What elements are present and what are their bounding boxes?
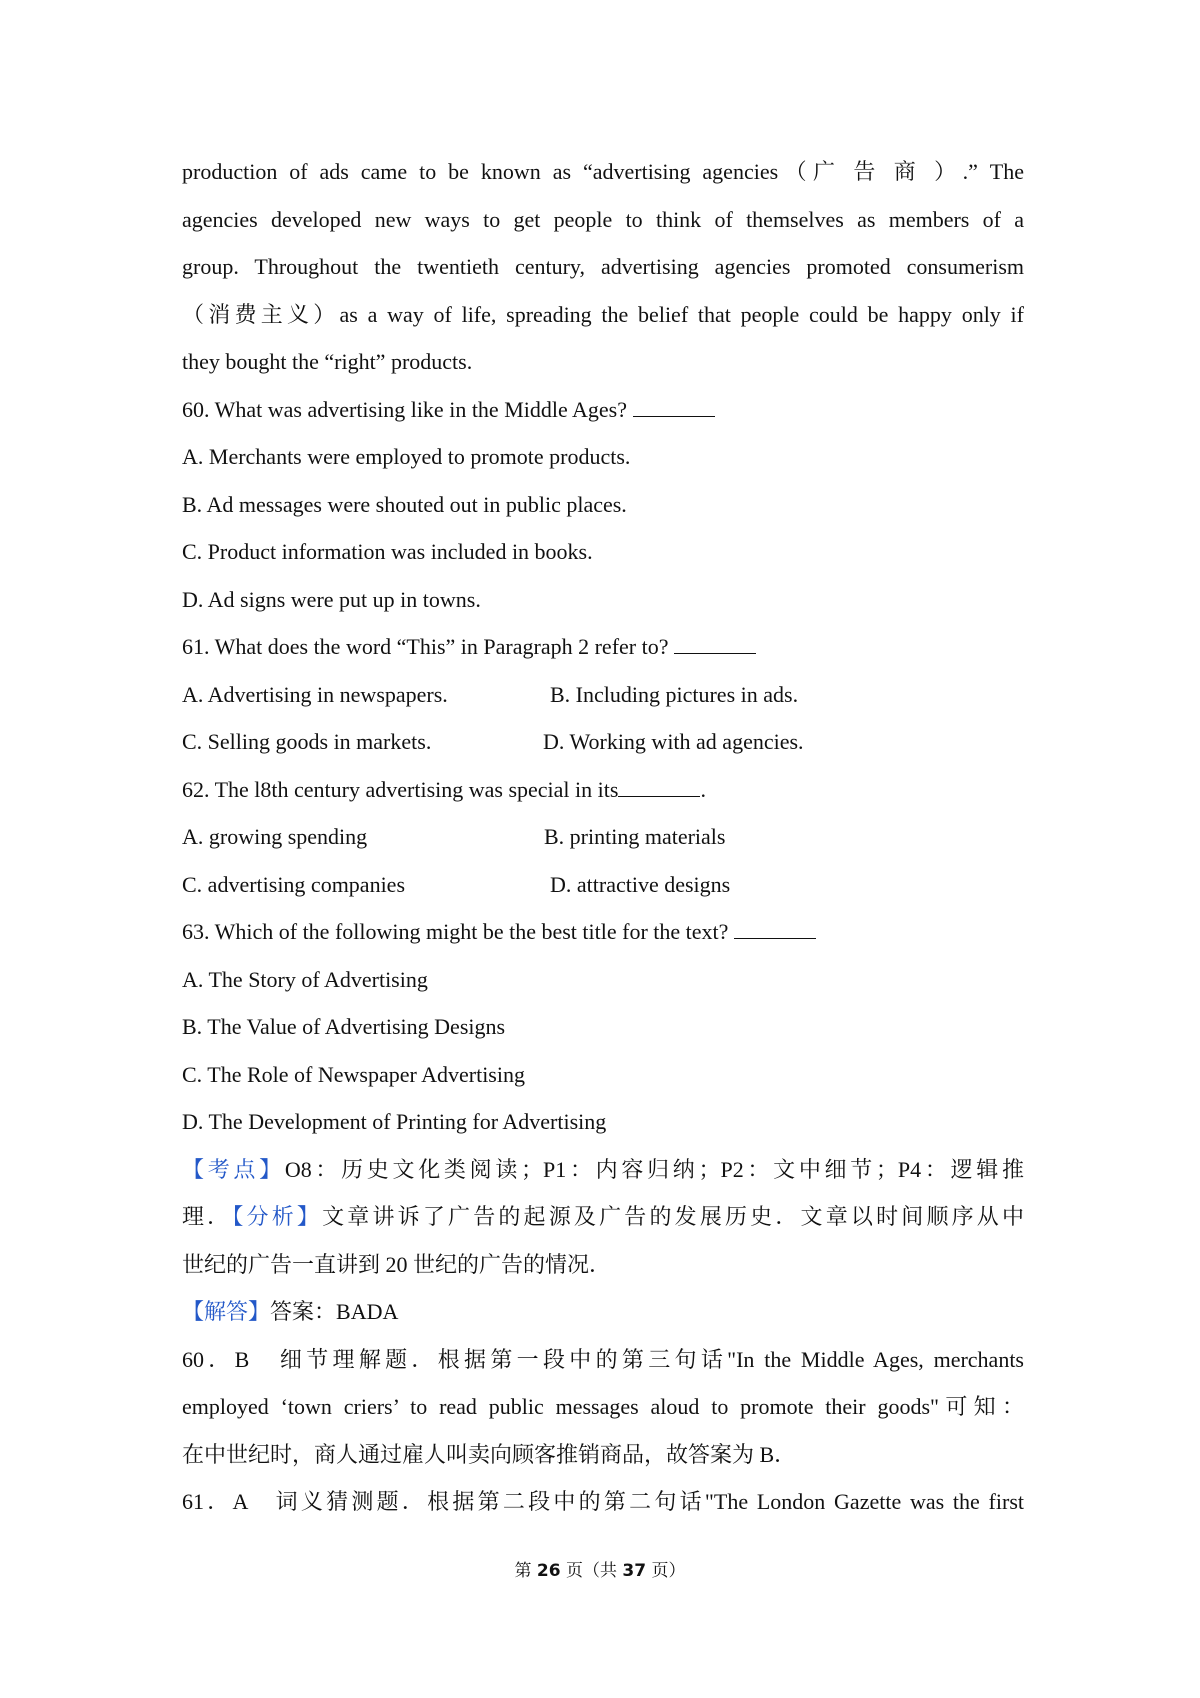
passage-line: they bought the “right” products. <box>182 349 473 374</box>
answer-explanation-line: employed ‘town criers’ to read public messages aloud to promote their goods"可知： <box>182 1394 1024 1419</box>
question-60-option-a: A. Merchants were employed to promote products. <box>182 444 631 469</box>
page-footer <box>0 1556 1200 1581</box>
question-text: 60. What was advertising like in the Middle Ages? <box>182 396 633 422</box>
question-61-option-c: C. Selling goods in markets. <box>182 729 432 754</box>
analysis-line: 世纪的广告一直讲到 20 世纪的广告的情况． <box>182 1251 612 1277</box>
question-61-option-b: B. Including pictures in ads. <box>550 681 799 707</box>
question-62-options-row-2 <box>182 861 1024 909</box>
answer-blank <box>618 770 700 797</box>
analysis-continuation: 理． <box>182 1204 233 1229</box>
jieda-tag: 【解答】 <box>182 1299 271 1324</box>
fenxi-text: 文章讲诉了广告的起源及广告的发展历史．文章以时间顺序从中 <box>322 1204 1024 1229</box>
passage-line: group. Throughout the twentieth century, advertising agencies promoted consumerism <box>182 254 1024 279</box>
footer-page-number: 26 <box>536 1561 561 1581</box>
question-60-option-d: D. Ad signs were put up in towns. <box>182 586 481 612</box>
answer-explanation-line: 61．A 词义猜测题．根据第二段中的第二句话"The London Gazette was the first <box>182 1489 1024 1514</box>
question-62-stem <box>182 766 1024 814</box>
question-61-option-a: A. Advertising in newspapers. <box>182 681 448 707</box>
question-61-stem <box>182 623 1024 671</box>
passage-line: （消费主义）as a way of life, spreading the belief that people could be happy only if <box>182 301 1024 327</box>
answer-blank <box>734 912 816 939</box>
question-60-stem <box>182 386 1024 434</box>
footer-total-pages: 37 <box>622 1561 647 1581</box>
answer-explanation-line: 60．B 细节理解题．根据第一段中的第三句话"In the Middle Ages, merchants <box>182 1346 1024 1372</box>
question-text-end: . <box>700 776 706 802</box>
footer-prefix: 第 <box>514 1561 537 1581</box>
question-60-option-b: B. Ad messages were shouted out in public places. <box>182 491 627 517</box>
question-62-option-c: C. advertising companies <box>182 871 406 897</box>
question-62-option-d: D. attractive designs <box>550 871 731 897</box>
footer-middle: 页（共 <box>560 1561 623 1581</box>
question-63-option-c: C. The Role of Newspaper Advertising <box>182 1061 525 1087</box>
question-61-options-row-1 <box>182 671 1024 719</box>
jieda-text: 答案：BADA <box>270 1299 399 1324</box>
question-63-option-b: B. The Value of Advertising Designs <box>182 1014 506 1039</box>
question-text: 63. Which of the following might be the best title for the text? <box>182 919 734 944</box>
answer-blank <box>674 627 756 654</box>
fenxi-tag: 【分析】 <box>232 1204 323 1229</box>
kaodian-tag: 【考点】 <box>182 1156 285 1182</box>
analysis-jieda-line <box>182 1288 1024 1336</box>
question-63-option-d: D. The Development of Printing for Advertising <box>182 1109 607 1134</box>
passage-line: production of ads came to be known as “advertising agencies（广 告 商 ）.” The <box>182 159 1024 184</box>
question-62-options-row-1 <box>182 813 1024 861</box>
question-62-option-a: A. growing spending <box>182 824 368 849</box>
footer-suffix: 页） <box>646 1561 686 1581</box>
question-61-option-d: D. Working with ad agencies. <box>543 729 804 754</box>
page-content <box>182 148 1024 1526</box>
question-60-option-c: C. Product information was included in books. <box>182 539 593 564</box>
question-63-stem <box>182 908 1024 956</box>
answer-blank <box>633 390 715 417</box>
question-text: 61. What does the word “This” in Paragraph 2 refer to? <box>182 634 674 659</box>
question-61-options-row-2 <box>182 718 1024 766</box>
analysis-kaodian-line <box>182 1146 1024 1194</box>
kaodian-text: O8：历史文化类阅读；P1：内容归纳；P2：文中细节；P4：逻辑推 <box>284 1156 1024 1182</box>
answer-explanation-line: 在中世纪时，商人通过雇人叫卖向顾客推销商品，故答案为 B． <box>182 1441 797 1467</box>
question-text: 62. The l8th century advertising was special in its <box>182 776 619 802</box>
question-62-option-b: B. printing materials <box>544 824 726 849</box>
question-63-option-a: A. The Story of Advertising <box>182 966 428 992</box>
analysis-fenxi-line <box>182 1193 1024 1241</box>
passage-line: agencies developed new ways to get people to think of themselves as members of a <box>182 206 1024 232</box>
